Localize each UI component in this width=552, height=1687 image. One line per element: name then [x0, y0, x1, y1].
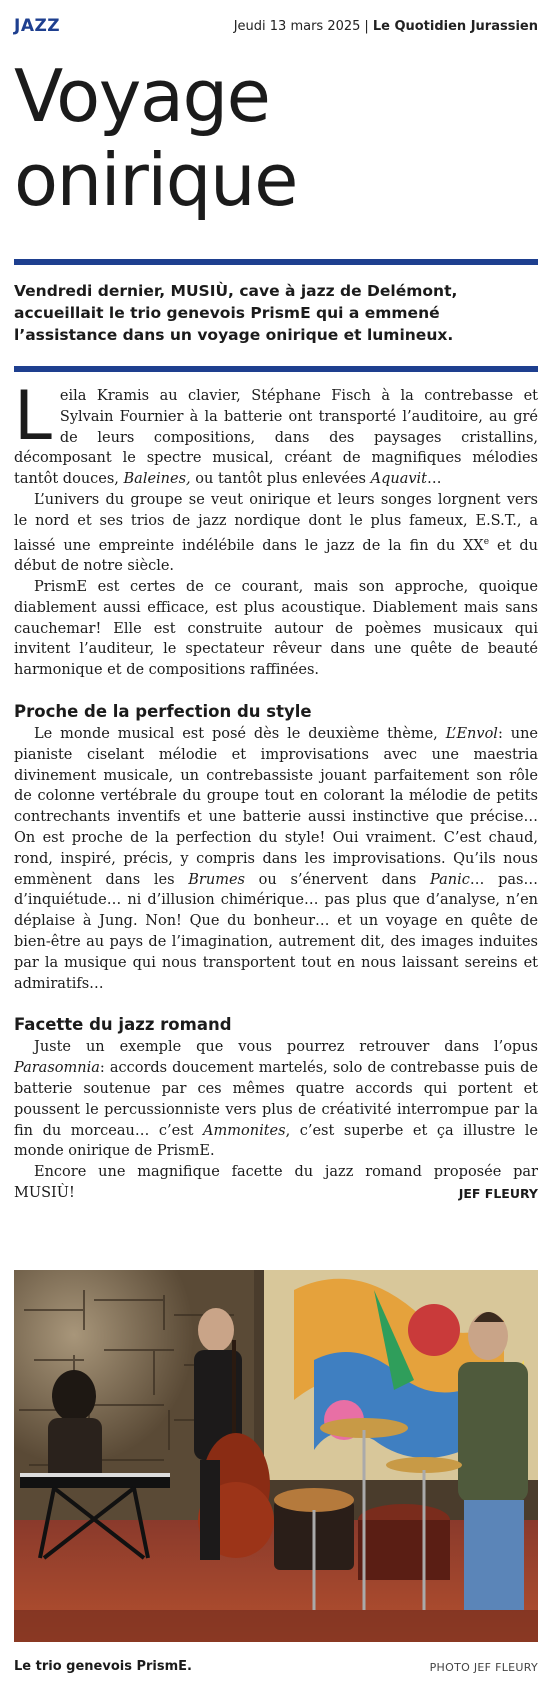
p5-text-a: Juste un exemple que vous pourrez retrouver dans l’opus [34, 1039, 538, 1056]
title-ammonites: Ammonites [203, 1122, 286, 1139]
subheading-perfection: Proche de la perfection du style [14, 701, 312, 721]
paragraph-5 [14, 1037, 538, 1162]
bottom-divider-rule [14, 366, 538, 372]
p1-text-b: ou tantôt plus enlevées [190, 471, 371, 488]
title-parasomnia: Parasomnia [14, 1060, 100, 1077]
p4-text-b: : une pianiste ciselant mélodie et improvisations avec une maestria divinement musicale, un contrebassiste jouant parfaitement son rôle de colonne vertébrale du groupe tout en colorant la mélodie de petits contrechants inventifs et une batterie aussi instinctive que précise… On est proche de la perfection du style! Oui vraiment. C’est chaud, rond, inspiré, précis, y compris dans les improvisations. Qu’ils nous emmènent dans les [14, 725, 538, 888]
title-baleines: Baleines, [123, 471, 191, 488]
author-byline: JEF FLEURY [458, 1185, 538, 1201]
issue-date: Jeudi 13 mars 2025 [233, 19, 361, 34]
dateline-separator: | [364, 19, 369, 34]
title-aquavit: Aquavit [370, 471, 428, 488]
section-rubric: JAZZ [14, 16, 61, 36]
subheading-facette: Facette du jazz romand [14, 1015, 232, 1035]
concert-photo [14, 1270, 538, 1642]
p5-text-c: , c’est superbe et ça illustre le monde onirique de PrismE. [14, 1122, 538, 1160]
p1-text-c: … [427, 471, 442, 488]
article-body [14, 377, 539, 1205]
p4-text-a: Le monde musical est posé dès le deuxième thème, [34, 725, 446, 742]
newspaper-name: Le Quotidien Jurassien [372, 19, 538, 34]
p2-text-a: L’univers du groupe se veut onirique et leurs songes lorgnent vers le nord et ses trios de jazz nordique dont le plus fameux, E.S.T., a laissé une empreinte indélébile dans le jazz de la fin du XX [14, 491, 538, 554]
title-brumes: Brumes [188, 871, 245, 888]
article-headline [14, 54, 538, 222]
concert-photo-illustration [14, 1270, 538, 1642]
p4-text-c: ou s’énervent dans [244, 871, 431, 888]
photo-caption: Le trio genevois PrismE. [14, 1659, 192, 1674]
dateline [234, 19, 538, 34]
paragraph-2 [14, 490, 538, 577]
title-lenvol: L’Envol [445, 725, 498, 742]
paragraph-6 [14, 1162, 538, 1204]
page-header [14, 16, 538, 38]
photo-credit: PHOTO JEF FLEURY [429, 1661, 538, 1674]
p2-text-b: et du début de notre siècle. [14, 537, 539, 575]
p2-superscript: e [483, 536, 490, 547]
headline-line-2: onirique [14, 138, 297, 222]
p1-text-a: eila Kramis au clavier, Stéphane Fisch à la contrebasse et Sylvain Fournier à la batterie ont transporté l’auditoire, au gré de leurs compositions, dans des paysages cristallins, décomposant le spectre musical, créant de magnifiques mélodies tantôt douces, [14, 388, 538, 488]
paragraph-3: PrismE est certes de ce courant, mais son approche, quoique diablement aussi efficace, est plus acoustique. Diablement mais sans cauchemar! Elle est construite autour de poèmes musicaux qui invitent l’auditeur, le spectateur rêveur dans une quête de beauté harmonique et de compositions raffinées. [14, 579, 538, 679]
p5-text-b: : accords doucement martelés, solo de contrebasse puis de batterie soutenue par ces mêmes quatre accords qui portent et poussent le percussionniste vers plus de créativité interrompue par la fin du morceau… c’est [14, 1060, 538, 1139]
top-divider-rule [14, 259, 538, 265]
drop-cap: L [14, 377, 52, 456]
title-panic: Panic [430, 871, 470, 888]
paragraph-1 [14, 377, 538, 490]
p4-text-d: … pas… d’inquiétude… ni d’illusion chimérique… pas plus que d’analyse, n’en déplaise à Jung. Non! Que du bonheur… et un voyage en quête de bien-être au pays de l’imagination, autrement dit, des images induites par la musique qui nous transportent tout en nous laissant sereins et admiratifs… [14, 871, 538, 992]
headline-line-1: Voyage [14, 54, 270, 138]
p6-text: Encore une magnifique facette du jazz romand proposée par MUSIÙ! [14, 1164, 538, 1201]
article-lead: Vendredi dernier, MUSIÙ, cave à jazz de Delémont, accueillait le trio genevois PrismE qui a emmené l’assistance dans un voyage onirique et lumineux. [14, 282, 458, 344]
paragraph-4 [14, 724, 538, 994]
